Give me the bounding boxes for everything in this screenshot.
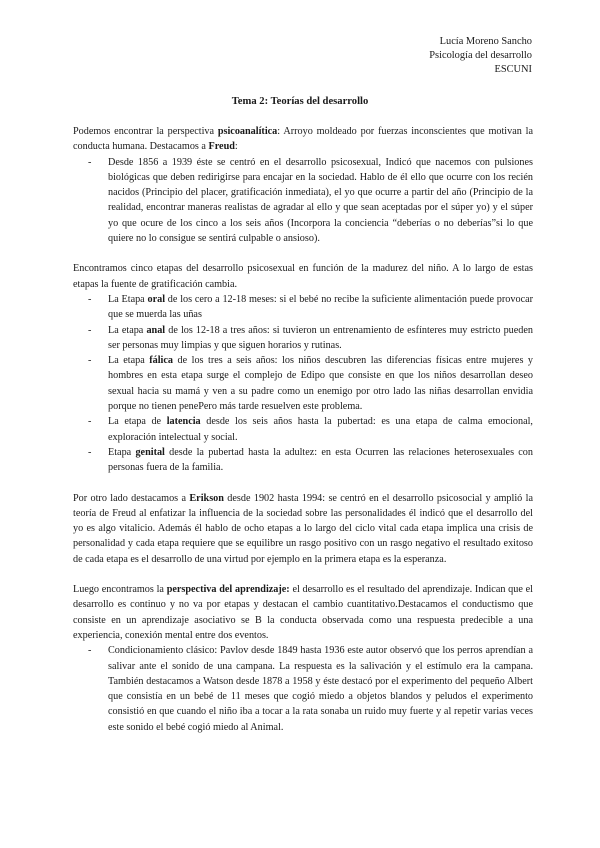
list-item: - Desde 1856 a 1939 éste se centró en el desarrollo psicosexual, Indicó que nacemos con pulsiones biológicas que deben redirigirse para encajar en la sociedad. Hablo de él ello que ocurre con los recién nacidos (Principio del placer, gratificación inmediata), el yo que ocurre a partir del año (Principio de la realidad, encontrar maneras realistas de agradar al ello y que sean aceptadas por el súper yo) y el súper yo que ocure de los cinco a los seis años (Incorpora la conciencia “deberías o no deberías”si lo que quiere no lo consigue se sentirá culpable o ansioso). [88,156,533,245]
list-item: - La Etapa oral de los cero a 12-18 meses: si el bebé no recibe la suficiente alimentación puede provocar que se muerda las uñas [88,293,533,321]
subject-name: Psicología del desarrollo [429,50,532,61]
list-item: - Condicionamiento clásico: Pavlov desde 1849 hasta 1936 este autor observó que los perros aprendían a salivar ante el sonido de una campana. La respuesta es la salivación y el estímulo era la campana. También destacamos a Watson desde 1878 a 1958 y éste destacó por el experimento del pequeño Albert que consistía en un bebé de 11 meses que cogió miedo a objetos blandos y peludos el experimento consistió en que cuando el niño iba a tocar a la rata sonaba un ruido muy fuerte y al repetir varias veces este sonido el bebé cogió miedo al Animal. [88,645,533,733]
freud-list [73,155,533,247]
psychosexual-stages-intro: Encontramos cinco etapas del desarrollo psicosexual en función de la madurez del niño. A lo largo de estas etapas la fuente de gratificación cambia. [73,263,533,290]
list-item: - Etapa genital desde la pubertad hasta la adultez: en esta Ocurren las relaciones heterosexuales con personas fuera de la familia. [88,446,533,474]
learning-perspective-paragraph: Luego encontramos la perspectiva del aprendizaje: el desarrollo es el resultado del aprendizaje. Indican que el desarrollo es continuo y no va por etapas y destacan el cambio cuantitativo.Destacamos el conductismo que consiste en un aprendizaje asociativo se B la conducta observada como una respuesta predecible a una experiencia, conexión mental entre dos eventos. [73,584,533,641]
document-title: Tema 2: Teorías del desarrollo [231,96,369,107]
erikson-paragraph: Por otro lado destacamos a Erikson desde 1902 hasta 1994: se centró en el desarrollo psicosocial y amplió la teoría de Freud al enfatizar la influencia de la sociedad sobre las personalidades él indicó que el desarrollo del yo es algo vitalicio. Además él hablo de ocho etapas a lo largo del ciclo vital cada etapa implica una crisis de personalidad y cada etapa requiere que se equilibre un rasgo positivo con un rasgo negativo el resultado exitoso de cada etapa es el desarrollo de una virtud por ejemplo en la primera etapa es la esperanza. [73,492,533,565]
psychosexual-stages-list [73,292,533,476]
list-item: - La etapa fálica de los tres a seis años: los niños descubren las diferencias físicas entre mujeres y hombres en esta etapa surge el complejo de Edipo que consiste en que los niños desarrollan deseo sexual hacia su mamá y ven a su padre como un enemigo por otro lado las niñas desarrollan envidia porque no tienen penePero más tarde resuelven este problema. [88,355,533,413]
conditioning-list [73,643,533,735]
psychoanalytic-intro: Podemos encontrar la perspectiva psicoanalítica: Arroyo moldeado por fuerzas inconscientes que motivan la conducta humana. Destacamos a Freud: [73,126,534,153]
list-item: - La etapa anal de los 12-18 a tres años: si tuvieron un entrenamiento de esfínteres muy estricto pueden ser personas muy limpias y que siguen horarios y rutinas. [88,324,534,351]
document-body [73,124,533,735]
list-item: - La etapa de latencia desde los seis años hasta la pubertad: es una etapa de calma emocional, exploración intelectual y social. [88,416,533,443]
school-name: ESCUNI [494,64,532,75]
author-name: Lucía Moreno Sancho [439,36,532,47]
document-header [429,35,532,77]
